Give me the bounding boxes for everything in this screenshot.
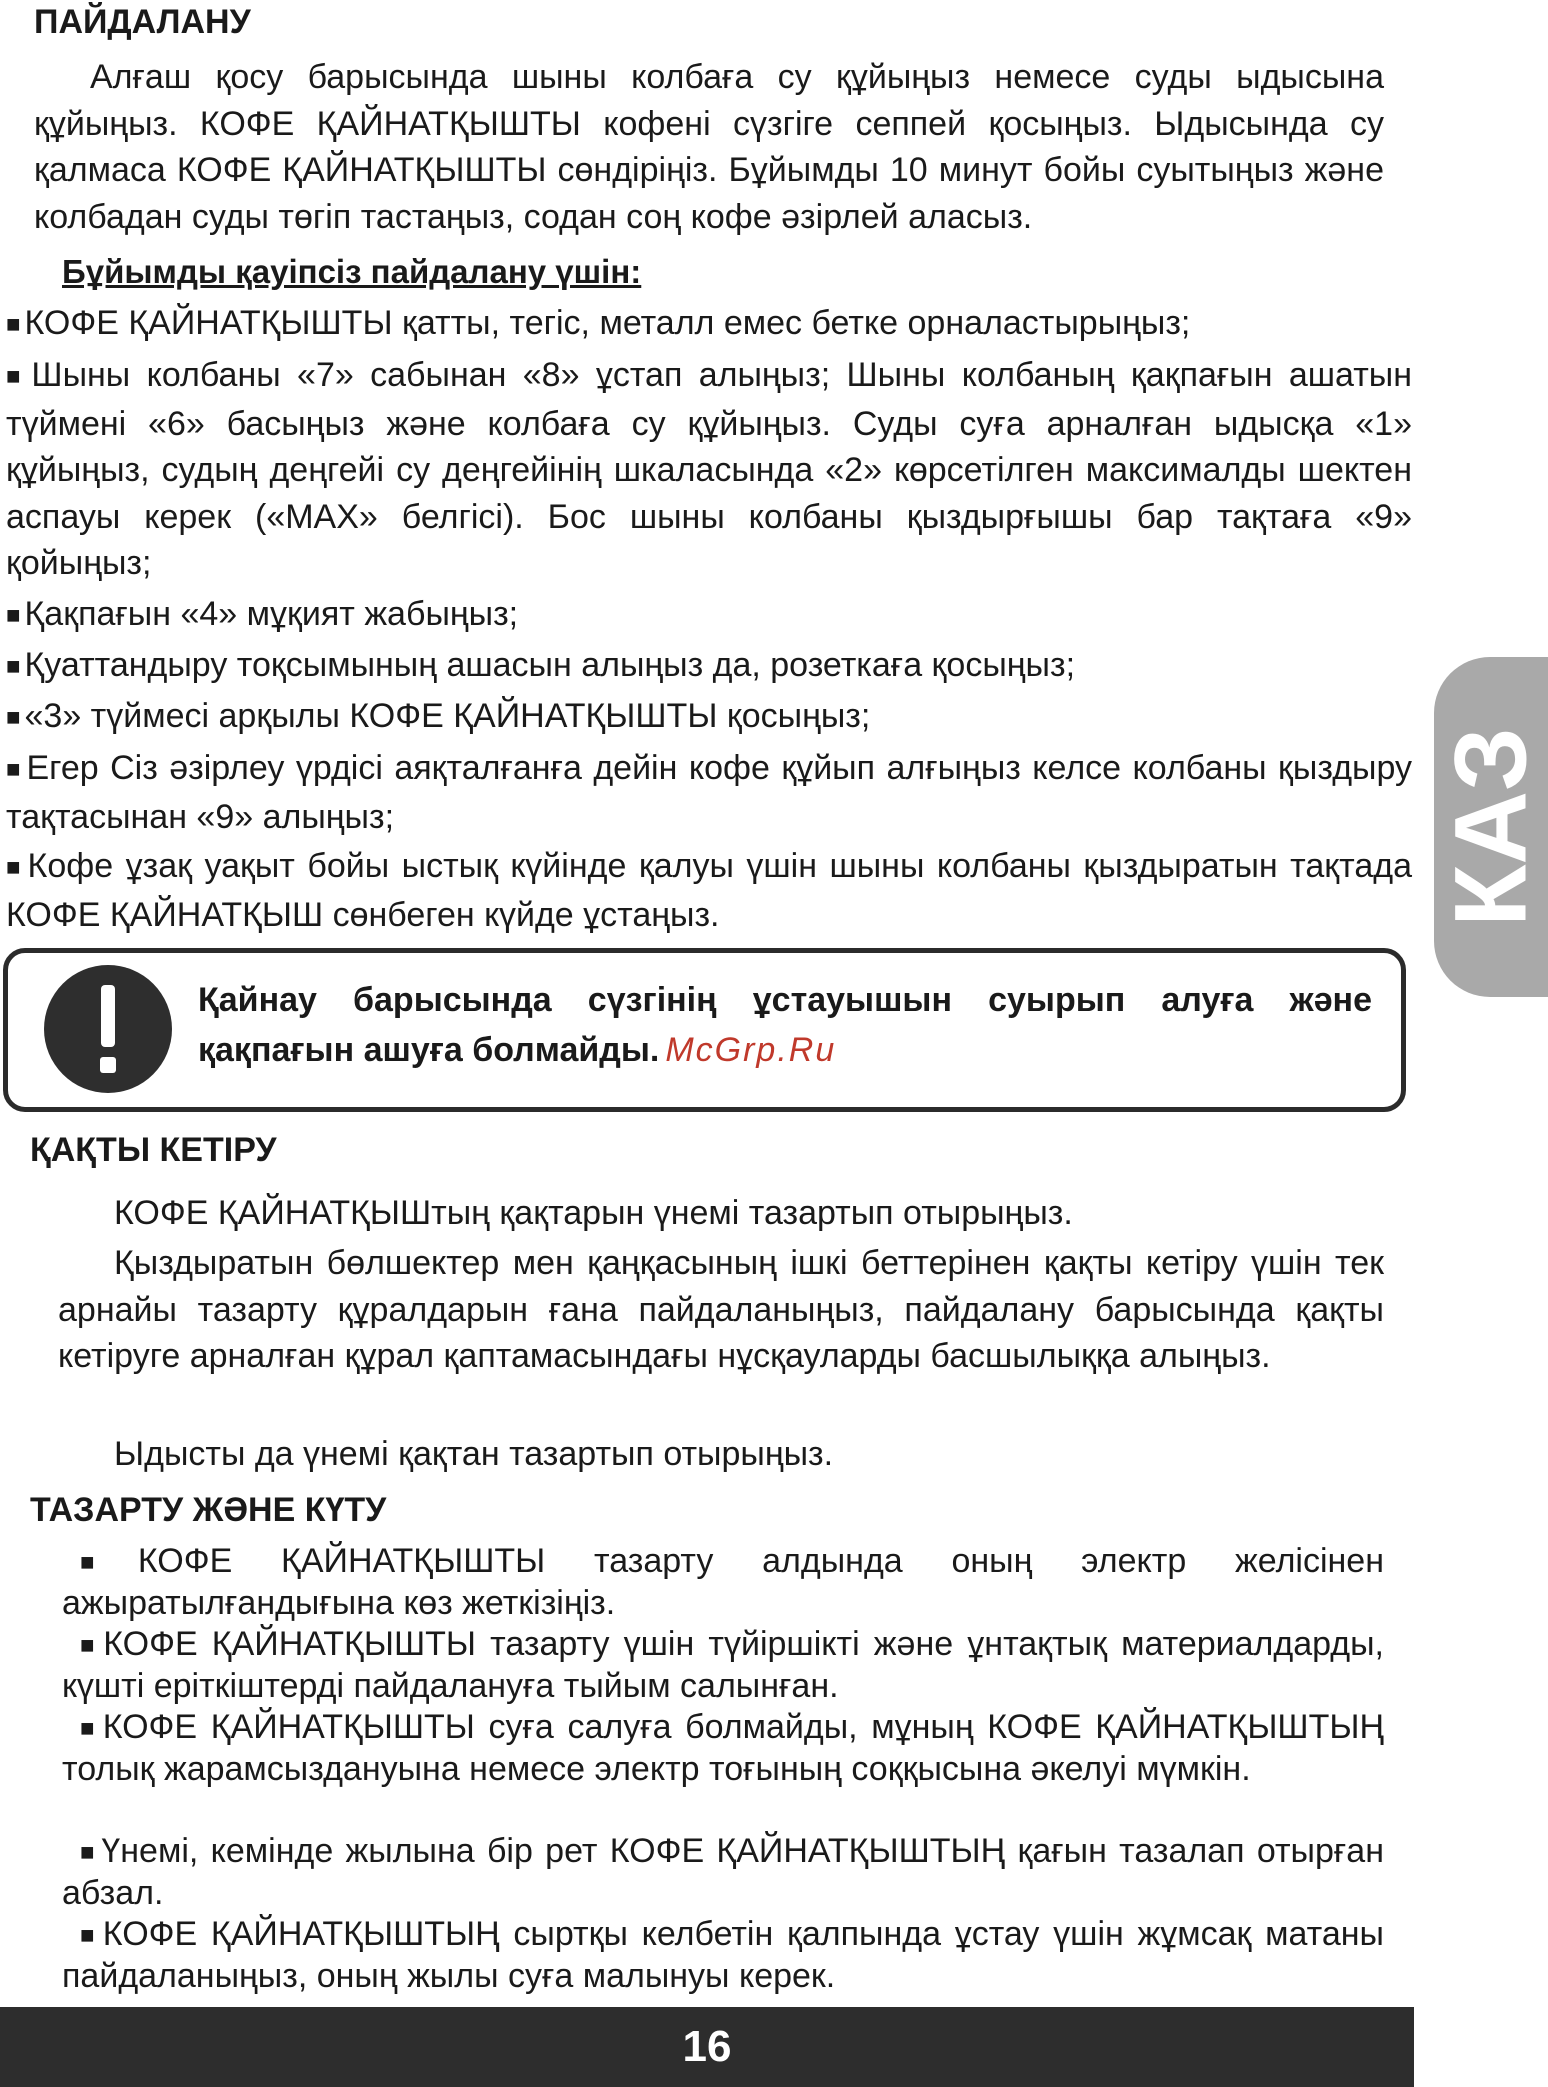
descaling-paragraph-2: Қыздыратын бөлшектер мен қаңқасының ішкі беттерінен қақты кетіру үшін тек арнайы тазарту құралдарын ғана пайдаланыңыз, пайдалану барысында қақты кетіруге арналған құрал қаптамасындағы нұсқауларды басшылыққа алыңыз. [58,1244,1384,1375]
usage-bullet-7: ■ Кофе ұзақ уақыт бойы ыстық күйінде қалуы үшін шыны колбаны қыздыратын тақтада КОФЕ ҚАЙНАТҚЫШ сөнбеген күйде ұстаңыз. [6,843,1412,938]
watermark: McGrp.Ru [665,1031,837,1069]
section-heading-usage: ПАЙДАЛАНУ [34,3,251,41]
usage-bullet-3: ■ Қақпағын «4» мұқият жабыңыз; [6,591,1412,640]
cleaning-bullet-3: ■ КОФЕ ҚАЙНАТҚЫШТЫ суға салуға болмайды, мұның КОФЕ ҚАЙНАТҚЫШТЫҢ толық жарамсыздануына немесе электр тоғының соққысына әкелуі мүмкін. [62,1707,1384,1790]
usage-intro-paragraph: Алғаш қосу барысында шыны колбаға су құйыңыз немесе суды ыдысына құйыңыз. КОФЕ ҚАЙНАТҚЫШТЫ кофені сүзгіге сеппей қосыңыз. Ыдысында су қалмаса КОФЕ ҚАЙНАТҚЫШТЫ сөндіріңіз. Бұйымды 10 минут бойы суытыңыз және колбадан суды төгіп тастаңыз, содан соң кофе әзірлей аласыз. [34,58,1384,236]
warning-text: Қайнау барысында сүзгінің ұстауышын суырып алуға және қақпағын ашуға болмайды. [198,981,1372,1069]
section-heading-cleaning: ТАЗАРТУ ЖӘНЕ КҮТУ [30,1491,387,1529]
safety-subtitle: Бұйымды қауіпсіз пайдалану үшін: [62,253,642,290]
usage-bullet-6: ■ Егер Сіз әзірлеу үрдісі аяқталғанға дейін кофе құйып алғыңыз келсе колбаны қыздыру тақтасынан «9» алыңыз; [6,745,1412,840]
section-heading-descaling: ҚАҚТЫ КЕТІРУ [30,1131,277,1169]
usage-bullet-5: ■ «3» түймесі арқылы КОФЕ ҚАЙНАТҚЫШТЫ қосыңыз; [6,693,1412,742]
page-number: 16 [682,2022,732,2071]
cleaning-bullet-2: ■ КОФЕ ҚАЙНАТҚЫШТЫ тазарту үшін түйіршікті және ұнтақтық материалдарды, күшті еріткіштерді пайдалануға тыйым салынған. [62,1624,1384,1707]
cleaning-bullet-5: ■ КОФЕ ҚАЙНАТҚЫШТЫҢ сыртқы келбетін қалпында ұстау үшін жұмсақ матаны пайдаланыңыз, оның жылы суға малынуы керек. [62,1914,1384,1997]
footer-bar [0,2007,1414,2087]
cleaning-bullet-4: ■ Үнемі, кемінде жылына бір рет КОФЕ ҚАЙНАТҚЫШТЫҢ қағын тазалап отырған абзал. [62,1831,1384,1914]
cleaning-bullet-1: ■ КОФЕ ҚАЙНАТҚЫШТЫ тазарту алдында оның электр желісінен ажыратылғандығына көз жеткізіңіз. [62,1541,1384,1624]
usage-bullet-2: ■ Шыны колбаны «7» сабынан «8» ұстап алыңыз; Шыны колбаның қақпағын ашатын түймені «6» басыңыз және колбаға су құйыңыз. Суды суға арналған ыдысқа «1» құйыңыз, судың деңгейі су деңгейінің шкаласында «2» көрсетілген максималды шектен аспауы керек («МАХ» белгісі). Бос шыны колбаны қыздырғышы бар тақтаға «9» қойыңыз; [6,352,1412,587]
usage-bullet-4: ■ Қуаттандыру тоқсымының ашасын алыңыз да, розеткаға қосыңыз; [6,642,1412,691]
language-tab-label: КАЗ [1433,727,1548,927]
descaling-paragraph-3: Ыдысты да үнемі қақтан тазартып отырыңыз. [114,1435,834,1473]
language-tab [1434,657,1548,997]
descaling-paragraph-1: КОФЕ ҚАЙНАТҚЫШтың қақтарын үнемі тазартып отырыңыз. [114,1194,1073,1232]
exclamation-icon [44,965,172,1093]
warning-text-block [198,975,1372,1075]
usage-bullet-1: ■ КОФЕ ҚАЙНАТҚЫШТЫ қатты, тегіс, металл емес бетке орналастырыңыз; [6,300,1412,349]
